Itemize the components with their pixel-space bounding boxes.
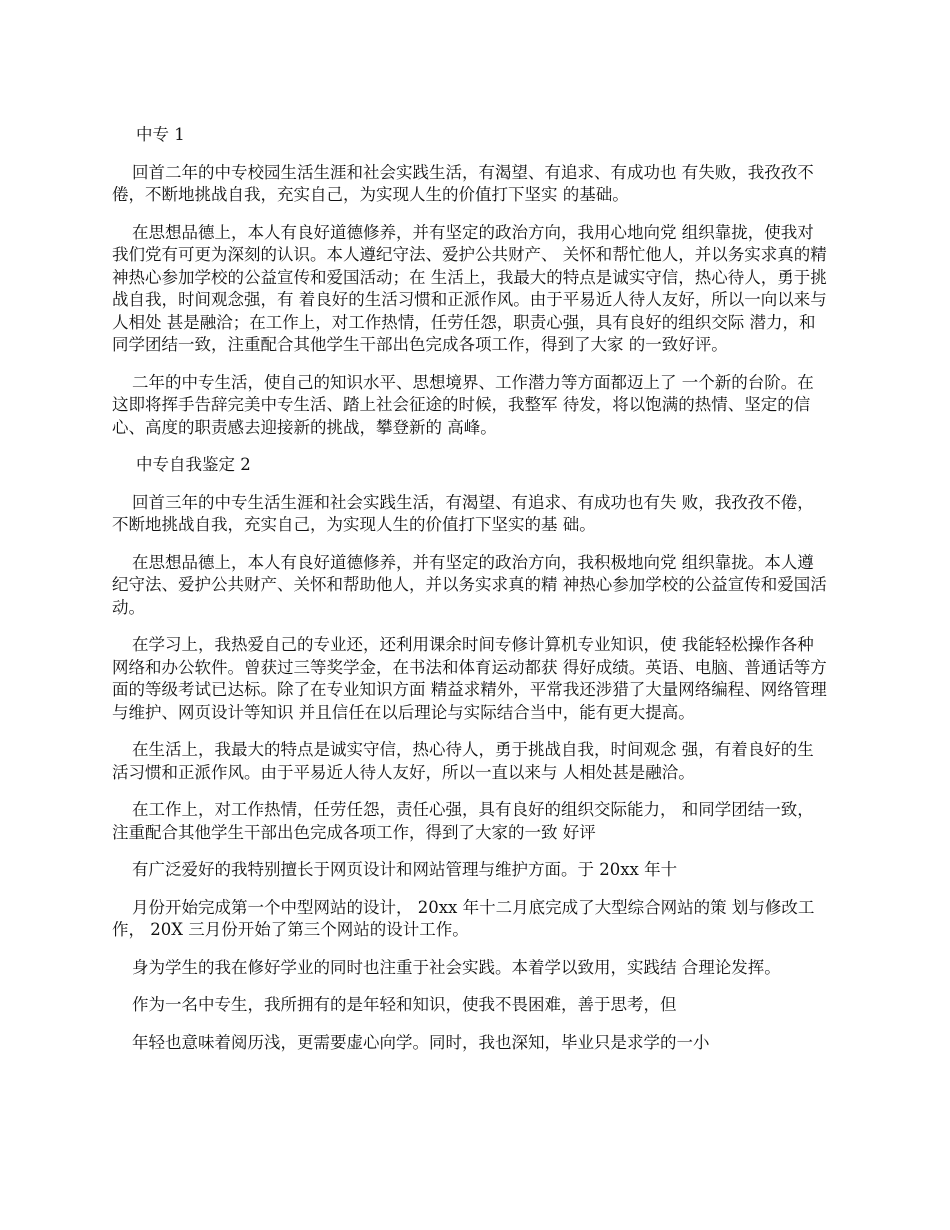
paragraph: 二年的中专生活，使自己的知识水平、思想境界、工作潜力等方面都迈上了 一个新的台阶。在这即将挥手告辞完美中专生活、踏上社会征途的时候，我整军 待发，将以饱满的热情、坚定的信心、高度的职责感去迎接新的挑战，攀登新的 高峰。 [112,372,814,437]
paragraph: 在生活上，我最大的特点是诚实守信，热心待人，勇于挑战自我，时间观念 强，有着良好的生活习惯和正派作风。由于平易近人待人友好，所以一直以来与 人相处甚是融洽。 [112,740,814,782]
paragraph: 有广泛爱好的我特别擅长于网页设计和网站管理与维护方面。于 20xx 年十 [132,860,678,879]
paragraph: 回首二年的中专校园生活生涯和社会实践生活，有渴望、有追求、有成功也 有失败，我孜孜不倦，不断地挑战自我，充实自己，为实现人生的价值打下坚实 的基础。 [112,162,814,204]
paragraph: 身为学生的我在修好学业的同时也注重于社会实践。本着学以致用，实践结 合理论发挥。 [132,957,781,977]
paragraph: 回首三年的中专生活生涯和社会实践生活，有渴望、有追求、有成功也有失 败，我孜孜不倦，不断地挑战自我，充实自己，为实现人生的价值打下坚实的基 础。 [112,492,814,534]
paragraph: 在思想品德上，本人有良好道德修养，并有坚定的政治方向，我积极地向党 组织靠拢。本人遵纪守法、爱护公共财产、关怀和帮助他人，并以务实求真的精 神热心参加学校的公益宣传和爱国活动。 [112,552,827,617]
paragraph: 在思想品德上，本人有良好道德修养，并有坚定的政治方向，我用心地向党 组织靠拢，使我对我们党有可更为深刻的认识。本人遵纪守法、爱护公共财产、 关怀和帮忙他人，并以务实求真的精神热心参加学校的公益宣传和爱国活动；在 生活上，我最大的特点是诚实守信，热心待人，勇于挑战自我，时间观念强，有 着良好的生活习惯和正派作风。由于平易近人待人友好，所以一向以来与人相处 甚是融洽；在工作上，对工作热情，任劳任怨，职责心强，具有良好的组织交际 潜力，和同学团结一致，注重配合其他学生干部出色完成各项工作，得到了大家 的一致好评。 [112,222,827,354]
paragraph: 在学习上，我热爱自己的专业还，还利用课余时间专修计算机专业知识，使 我能轻松操作各种网络和办公软件。曾获过三等奖学金，在书法和体育运动都获 得好成绩。英语、电脑、普通话等方面的等级考试已达标。除了在专业知识方面 精益求精外，平常我还涉猎了大量网络编程、网络管理与维护、网页设计等知识 并且信任在以后理论与实际结合当中，能有更大提高。 [112,635,827,722]
paragraph: 年轻也意味着阅历浅，更需要虚心向学。同时，我也深知，毕业只是求学的一小 [132,1032,710,1052]
paragraph: 月份开始完成第一个中型网站的设计， 20xx 年十二月底完成了大型综合网站的策 划与修改工作， 20X 三月份开始了第三个网站的设计工作。 [112,897,815,939]
section-heading-1: 中专 1 [136,125,185,144]
section-heading-2: 中专自我鉴定 2 [136,455,251,474]
document-body [112,124,827,1069]
paragraph: 作为一名中专生，我所拥有的是年轻和知识，使我不畏困难，善于思考，但 [132,995,677,1014]
paragraph: 在工作上，对工作热情，任劳任怨，责任心强，具有良好的组织交际能力， 和同学团结一致，注重配合其他学生干部出色完成各项工作，得到了大家的一致 好评 [112,800,814,842]
